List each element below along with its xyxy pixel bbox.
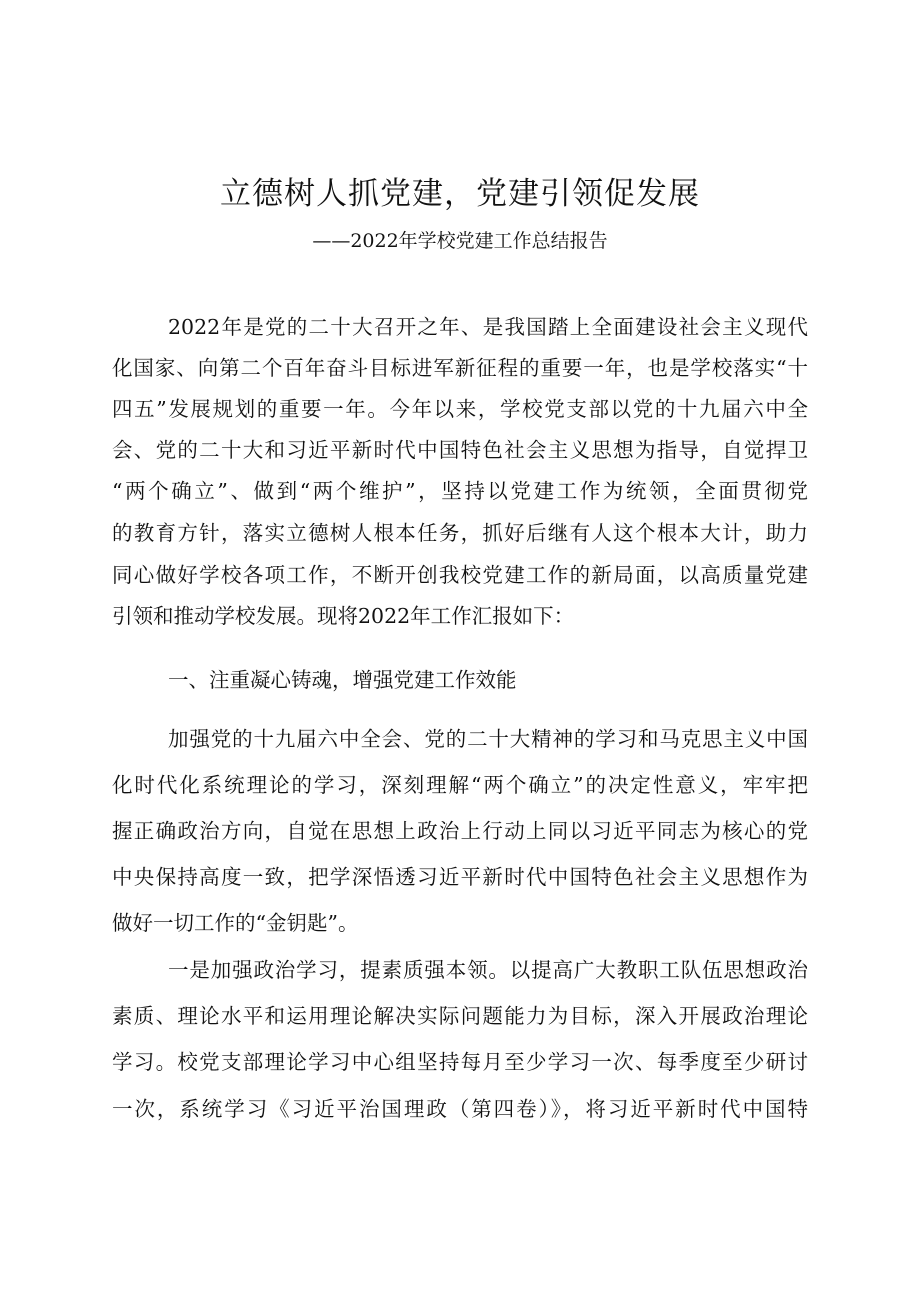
body-line: 四五”发展规划的重要一年。今年以来，学校党支部以党的十九届六中全	[112, 397, 808, 421]
body-line: 一次，系统学习《习近平治国理政（第四卷）》，将习近平新时代中国特	[112, 1097, 808, 1121]
body-line: 会、党的二十大和习近平新时代中国特色社会主义思想为指导，自觉捍卫	[112, 438, 808, 462]
body-line: 握正确政治方向，自觉在思想上政治上行动上同以习近平同志为核心的党	[112, 819, 808, 843]
body-line: 一是加强政治学习，提素质强本领。以提高广大教职工队伍思想政治	[168, 958, 808, 982]
body-line: “两个确立”、做到“两个维护”，坚持以党建工作为统领，全面贯彻党	[112, 479, 808, 503]
body-line: 化国家、向第二个百年奋斗目标进军新征程的重要一年，也是学校落实“十	[112, 356, 808, 380]
body-line: 做好一切工作的“金钥匙”。	[112, 911, 359, 935]
body-line: 素质、理论水平和运用理论解决实际问题能力为目标，深入开展政治理论	[112, 1004, 808, 1028]
body-line: 2022年是党的二十大召开之年、是我国踏上全面建设社会主义现代	[168, 315, 808, 339]
body-line: 学习。校党支部理论学习中心组坚持每月至少学习一次、每季度至少研讨	[112, 1050, 808, 1074]
section-heading: 一、注重凝心铸魂，增强党建工作效能	[168, 668, 517, 692]
document-subtitle: ——2022年学校党建工作总结报告	[312, 230, 608, 252]
body-line: 引领和推动学校发展。现将2022年工作汇报如下：	[112, 604, 575, 628]
document-title: 立德树人抓党建，党建引领促发展	[220, 176, 700, 212]
body-line: 化时代化系统理论的学习，深刻理解“两个确立”的决定性意义，牢牢把	[112, 773, 808, 797]
body-line: 中央保持高度一致，把学深悟透习近平新时代中国特色社会主义思想作为	[112, 865, 808, 889]
body-line: 同心做好学校各项工作，不断开创我校党建工作的新局面，以高质量党建	[112, 563, 808, 587]
body-line: 加强党的十九届六中全会、党的二十大精神的学习和马克思主义中国	[168, 727, 808, 751]
body-line: 的教育方针，落实立德树人根本任务，抓好后继有人这个根本大计，助力	[112, 521, 808, 545]
